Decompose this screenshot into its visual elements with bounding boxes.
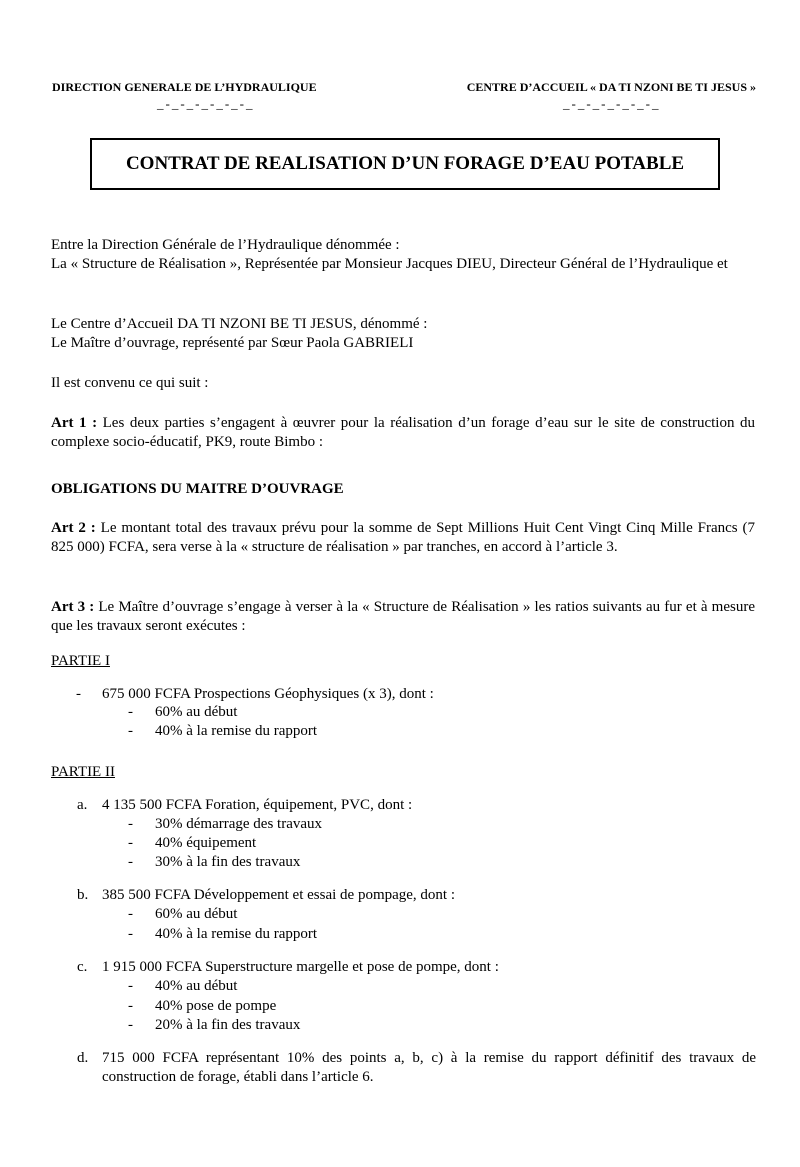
item-a-sub-1: 30% démarrage des travaux bbox=[155, 816, 323, 832]
item-b-marker: b. bbox=[77, 887, 89, 903]
intro-line-2: La « Structure de Réalisation », Représentée par Monsieur Jacques DIEU, Directeur Général de l’Hydraulique et bbox=[51, 256, 728, 272]
item-a-marker: a. bbox=[77, 797, 88, 813]
article-2 bbox=[51, 519, 755, 557]
item-a-sub-3: 30% à la fin des travaux bbox=[155, 854, 301, 870]
sub-marker: - bbox=[128, 723, 133, 739]
header-left-dashes: _-_-_-_-_-_-_ bbox=[157, 96, 255, 111]
header-right-dashes: _-_-_-_-_-_-_ bbox=[563, 96, 661, 111]
partie-1-sub-1: 60% au début bbox=[155, 704, 238, 720]
item-b-sub-1: 60% au début bbox=[155, 906, 238, 922]
sub-marker: - bbox=[128, 978, 133, 994]
intro-line-4: Le Maître d’ouvrage, représenté par Sœur Paola GABRIELI bbox=[51, 335, 414, 351]
sub-marker: - bbox=[128, 998, 133, 1014]
partie-1-sub-2: 40% à la remise du rapport bbox=[155, 723, 318, 739]
document-title-box bbox=[90, 138, 720, 190]
header-right: CENTRE D’ACCUEIL « DA TI NZONI BE TI JESUS » bbox=[466, 80, 756, 94]
item-b-text: 385 500 FCFA Développement et essai de pompage, dont : bbox=[102, 887, 456, 903]
sub-marker: - bbox=[128, 926, 133, 942]
document-title: CONTRAT DE REALISATION D’UN FORAGE D’EAU POTABLE bbox=[125, 153, 685, 174]
partie-1-marker: - bbox=[76, 686, 81, 702]
article-2-label: Art 2 : bbox=[51, 520, 96, 536]
item-b-sub-2: 40% à la remise du rapport bbox=[155, 926, 318, 942]
article-1 bbox=[51, 414, 755, 452]
item-a-text: 4 135 500 FCFA Foration, équipement, PVC, dont : bbox=[102, 797, 413, 813]
article-3-label: Art 3 : bbox=[51, 599, 95, 615]
item-c-text: 1 915 000 FCFA Superstructure margelle et pose de pompe, dont : bbox=[102, 959, 499, 975]
sub-marker: - bbox=[128, 835, 133, 851]
intro-line-3: Le Centre d’Accueil DA TI NZONI BE TI JESUS, dénommé : bbox=[51, 316, 428, 332]
sub-marker: - bbox=[128, 906, 133, 922]
article-1-label: Art 1 : bbox=[51, 415, 98, 431]
article-2-text: Le montant total des travaux prévu pour la somme de Sept Millions Huit Cent Vingt Cinq Mille Francs (7 825 000) FCFA, sera verse à la « structure de réalisation » par tranches, en accord à l’article 3. bbox=[51, 520, 755, 555]
partie-1-heading: PARTIE I bbox=[51, 653, 110, 669]
obligations-heading: OBLIGATIONS DU MAITRE D’OUVRAGE bbox=[51, 481, 344, 497]
article-1-text: Les deux parties s’engagent à œuvrer pour la réalisation d’un forage d’eau sur le site de construction du complexe socio-éducatif, PK9, route Bimbo : bbox=[51, 415, 755, 450]
partie-2-heading: PARTIE II bbox=[51, 764, 115, 780]
item-c-sub-2: 40% pose de pompe bbox=[155, 998, 277, 1014]
item-d-text: 715 000 FCFA représentant 10% des points a, b, c) à la remise du rapport définitif des travaux de construction de forage, établi dans l’article 6. bbox=[102, 1050, 756, 1085]
sub-marker: - bbox=[128, 816, 133, 832]
sub-marker: - bbox=[128, 1017, 133, 1033]
article-3 bbox=[51, 598, 755, 636]
item-c-sub-1: 40% au début bbox=[155, 978, 238, 994]
partie-1-item: 675 000 FCFA Prospections Géophysiques (x 3), dont : bbox=[102, 686, 434, 702]
header-left: DIRECTION GENERALE DE L’HYDRAULIQUE bbox=[52, 80, 317, 94]
sub-marker: - bbox=[128, 704, 133, 720]
article-3-text: Le Maître d’ouvrage s’engage à verser à la « Structure de Réalisation » les ratios suivants au fur et à mesure que les travaux seront exécutes : bbox=[51, 599, 755, 634]
item-a-sub-2: 40% équipement bbox=[155, 835, 257, 851]
intro-line-5: Il est convenu ce qui suit : bbox=[51, 375, 209, 391]
sub-marker: - bbox=[128, 854, 133, 870]
item-d-marker: d. bbox=[77, 1050, 89, 1066]
item-c-marker: c. bbox=[77, 959, 88, 975]
item-c-sub-3: 20% à la fin des travaux bbox=[155, 1017, 301, 1033]
intro-line-1: Entre la Direction Générale de l’Hydraulique dénommée : bbox=[51, 237, 400, 253]
